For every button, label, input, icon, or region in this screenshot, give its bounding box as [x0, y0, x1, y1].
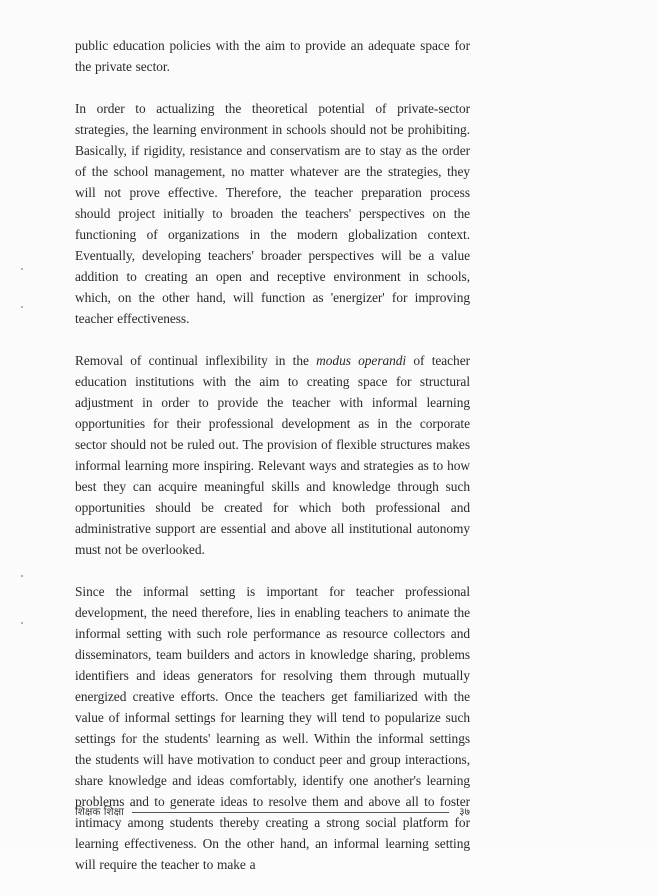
footer-rule [132, 812, 449, 813]
paragraph-modus-operandi [75, 350, 470, 560]
journal-title: शिक्षक शिक्षा [75, 806, 124, 818]
paragraph-text: of teacher education institutions with the aim to creating space for structural adjustment in order to provide the teacher with informal learning opportunities for their professional development as in the corporate sector should not be ruled out. The provision of flexible structures makes informal learning more inspiring. Relevant ways and strategies as to how best they can acquire meaningful skills and knowledge through such opportunities should be created for which both professional and administrative support are essential and above all institutional autonomy must not be overlooked. [75, 353, 471, 557]
paragraph-learning-environment: In order to actualizing the theoretical potential of private-sector strategies, the learning environment in schools should not be prohibiting. Basically, if rigidity, resistance and conservatism are to stay as the order of the school management, no matter whatever are the strategies, they will not prove effective. Therefore, the teacher preparation process should project initially to broaden the teachers' perspectives on the functioning of organizations in the modern globalization context. Eventually, developing teachers' broader perspectives will be a value addition to creating an open and receptive environment in schools, which, on the other hand, will function as 'energizer' for improving teacher effectiveness. [75, 101, 470, 326]
paragraph-text: Removal of continual inflexibility in the [75, 353, 317, 368]
margin-mark [21, 268, 23, 270]
italic-term: modus operandi [316, 353, 407, 368]
page-footer [75, 803, 470, 821]
margin-mark [21, 622, 23, 624]
paragraph-continuation: public education policies with the aim to provide an adequate space for the private sector. [75, 38, 470, 74]
margin-mark [21, 575, 23, 577]
body-text [75, 35, 470, 896]
page-number: ३७ [459, 806, 470, 818]
margin-mark [21, 306, 23, 308]
paragraph-informal-setting: Since the informal setting is important for teacher professional development, the need therefore, lies in enabling teachers to animate the informal setting with such role performance as resource collectors and disseminators, team builders and actors in knowledge sharing, problems identifiers and ideas generators for resolving them through mutually energized creative efforts. Once the teachers get familiarized with the value of informal settings for learning they will tend to popularize such settings for the students' learning as well. Within the informal settings the students will have motivation to conduct peer and group interactions, share knowledge and ideas comfortably, identify one another's learning problems and to generate ideas to resolve them and above all to foster intimacy among students thereby creating a strong social platform for learning effectiveness. On the other hand, an informal learning setting will require the teacher to make a [75, 584, 470, 872]
